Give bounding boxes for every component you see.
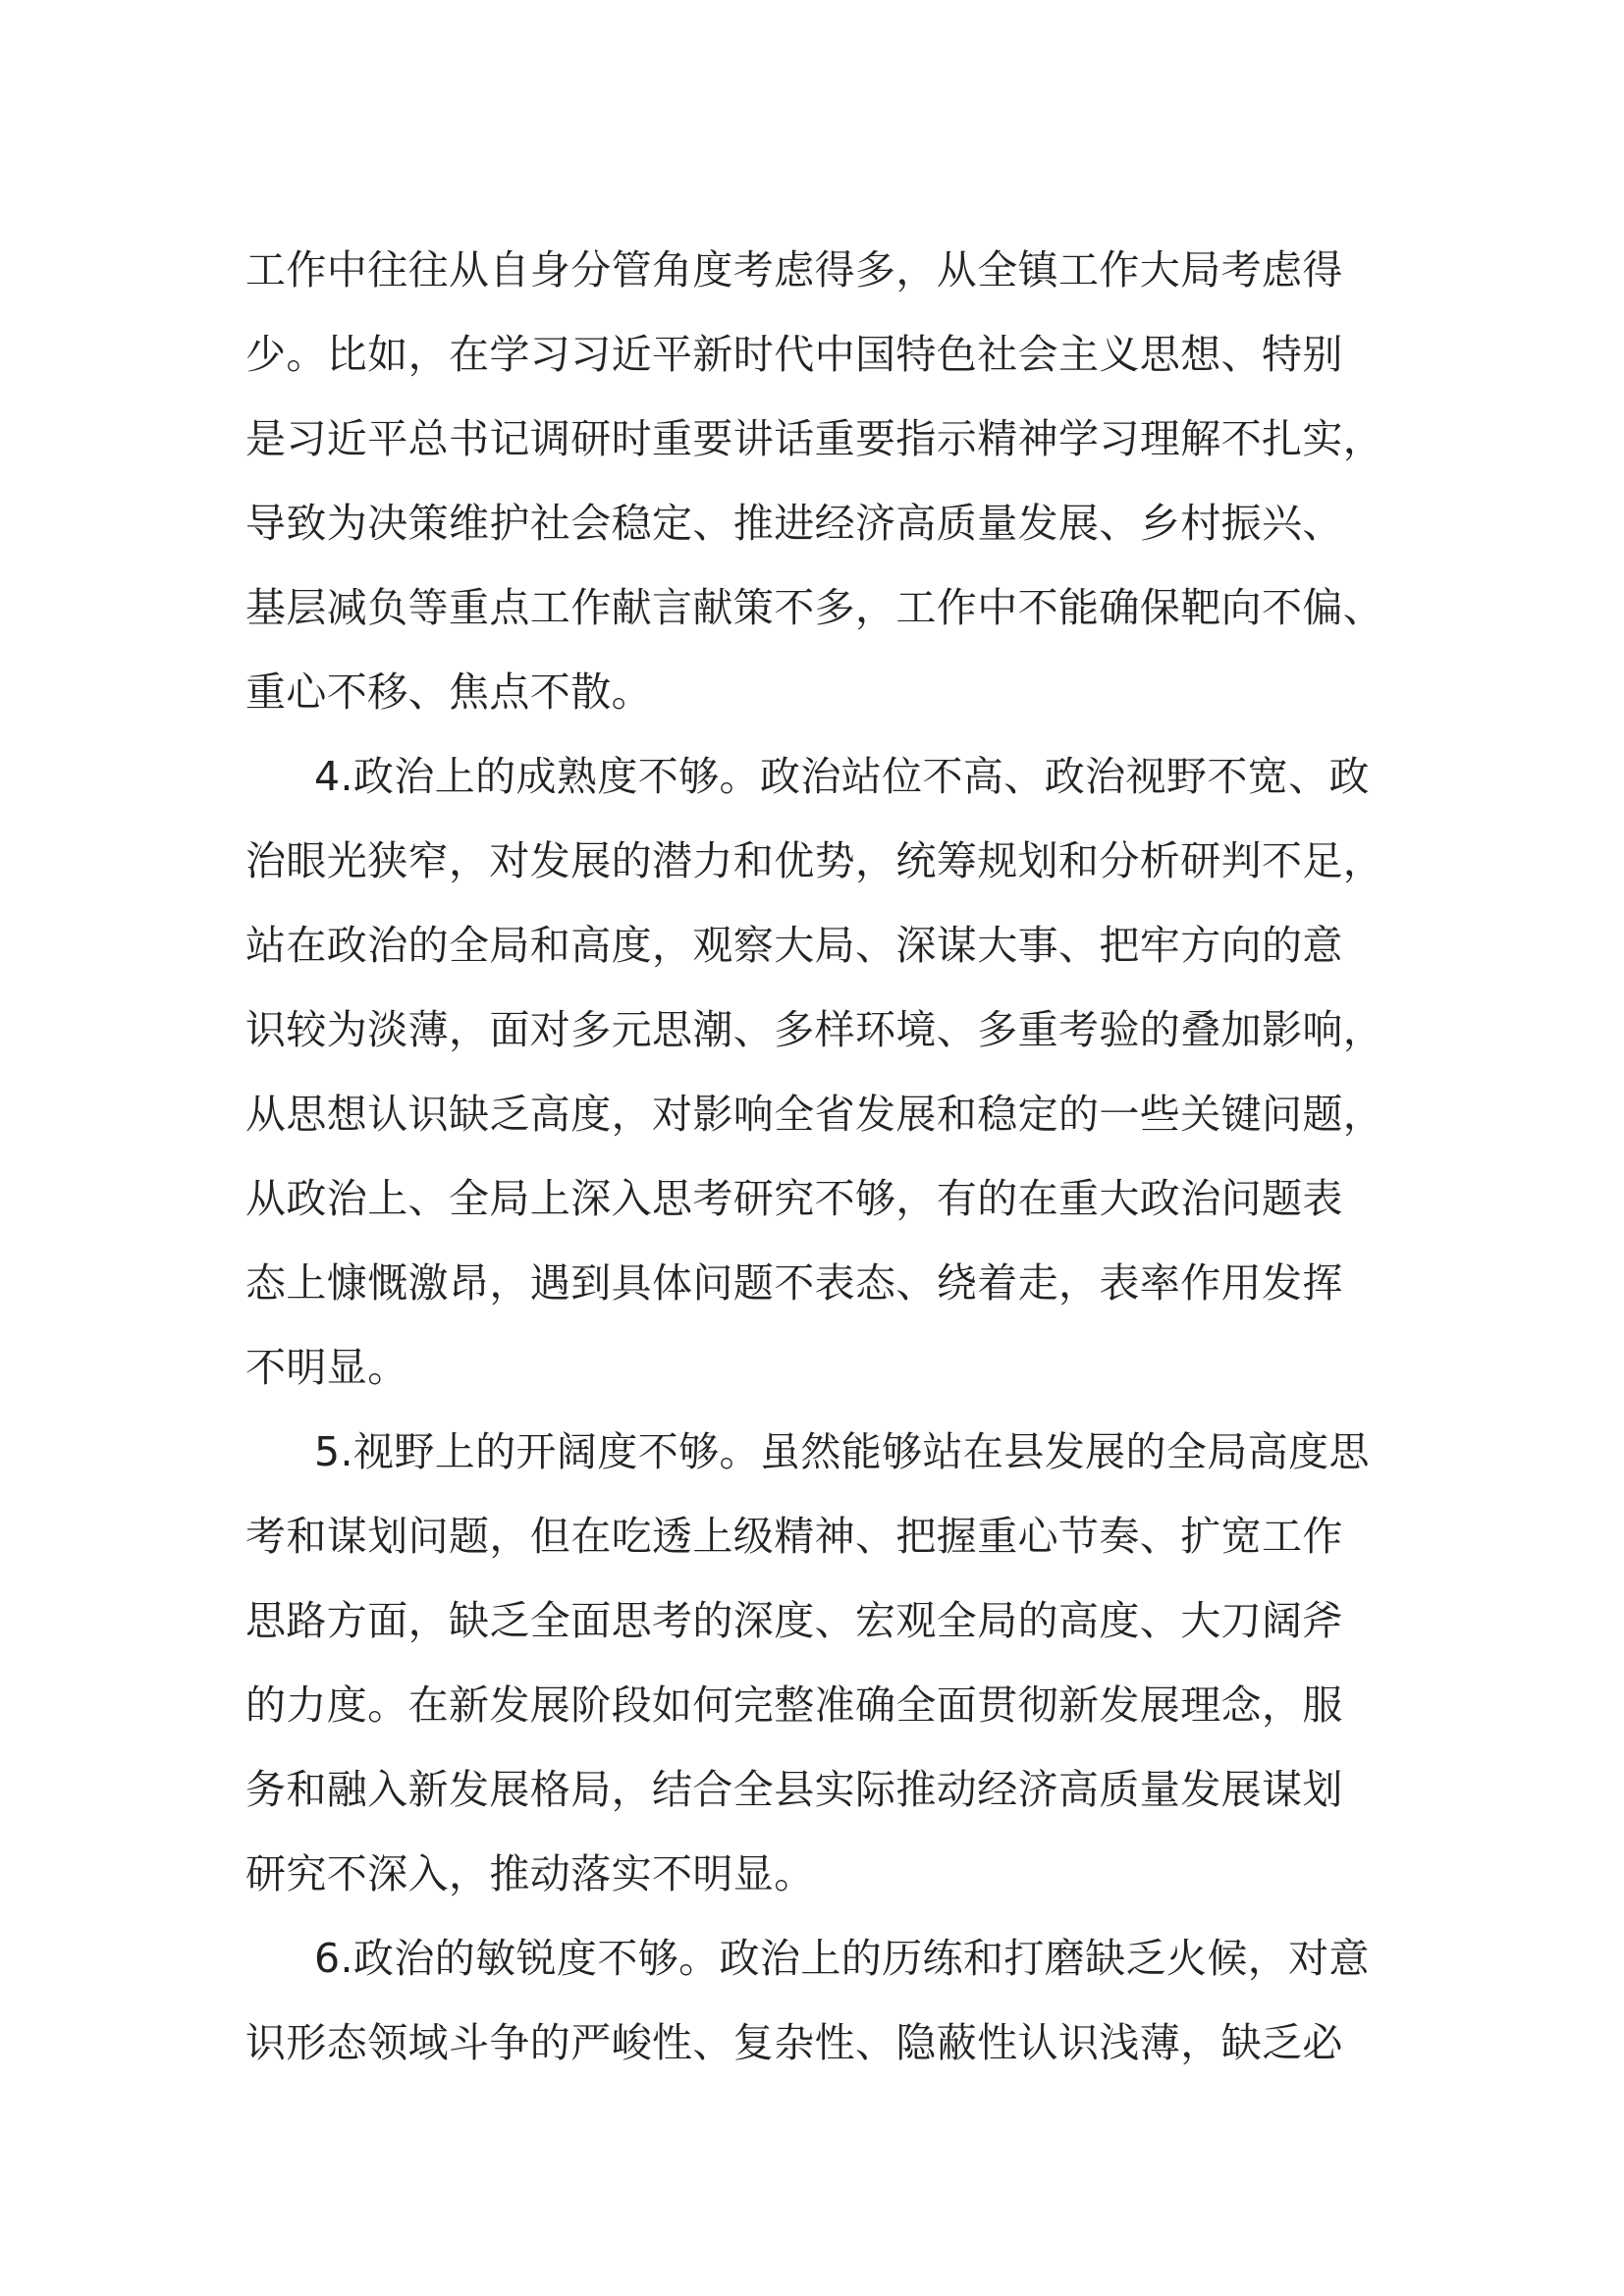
text-line: 少。比如，在学习习近平新时代中国特色社会主义思想、特别	[245, 331, 1343, 378]
text-line: 识较为淡薄，面对多元思潮、多样环境、多重考验的叠加影响，	[245, 1006, 1384, 1053]
text-line: 站在政治的全局和高度，观察大局、深谋大事、把牢方向的意	[245, 922, 1343, 969]
text-line: 研究不深入，推动落实不明显。	[245, 1850, 815, 1897]
text-line: 识形态领域斗争的严峻性、复杂性、隐蔽性认识浅薄，缺乏必	[245, 2019, 1343, 2066]
text-line: 思路方面，缺乏全面思考的深度、宏观全局的高度、大刀阔斧	[245, 1597, 1343, 1644]
text-line: 从政治上、全局上深入思考研究不够，有的在重大政治问题表	[245, 1175, 1343, 1222]
text-line: 考和谋划问题，但在吃透上级精神、把握重心节奏、扩宽工作	[245, 1513, 1343, 1560]
paragraph-heading-line: 4.政治上的成熟度不够。政治站位不高、政治视野不宽、政	[314, 753, 1370, 800]
text-line: 是习近平总书记调研时重要讲话重要指示精神学习理解不扎实，	[245, 415, 1384, 462]
text-line: 的力度。在新发展阶段如何完整准确全面贯彻新发展理念，服	[245, 1682, 1343, 1729]
text-line: 基层减负等重点工作献言献策不多，工作中不能确保靶向不偏、	[245, 584, 1384, 631]
document-body	[245, 228, 1404, 2085]
text-line: 重心不移、焦点不散。	[245, 668, 652, 716]
paragraph-heading-line: 5.视野上的开阔度不够。虽然能够站在县发展的全局高度思	[314, 1428, 1370, 1475]
text-line: 从思想认识缺乏高度，对影响全省发展和稳定的一些关键问题，	[245, 1091, 1384, 1138]
paragraph-heading-line: 6.政治的敏锐度不够。政治上的历练和打磨缺乏火候，对意	[314, 1935, 1370, 1982]
text-line: 治眼光狭窄，对发展的潜力和优势，统筹规划和分析研判不足，	[245, 837, 1384, 884]
text-line: 不明显。	[245, 1344, 408, 1391]
text-line: 工作中往往从自身分管角度考虑得多，从全镇工作大局考虑得	[245, 246, 1343, 294]
text-line: 导致为决策维护社会稳定、推进经济高质量发展、乡村振兴、	[245, 500, 1343, 547]
text-line: 务和融入新发展格局，结合全县实际推动经济高质量发展谋划	[245, 1766, 1343, 1813]
text-line: 态上慷慨激昂，遇到具体问题不表态、绕着走，表率作用发挥	[245, 1259, 1343, 1307]
